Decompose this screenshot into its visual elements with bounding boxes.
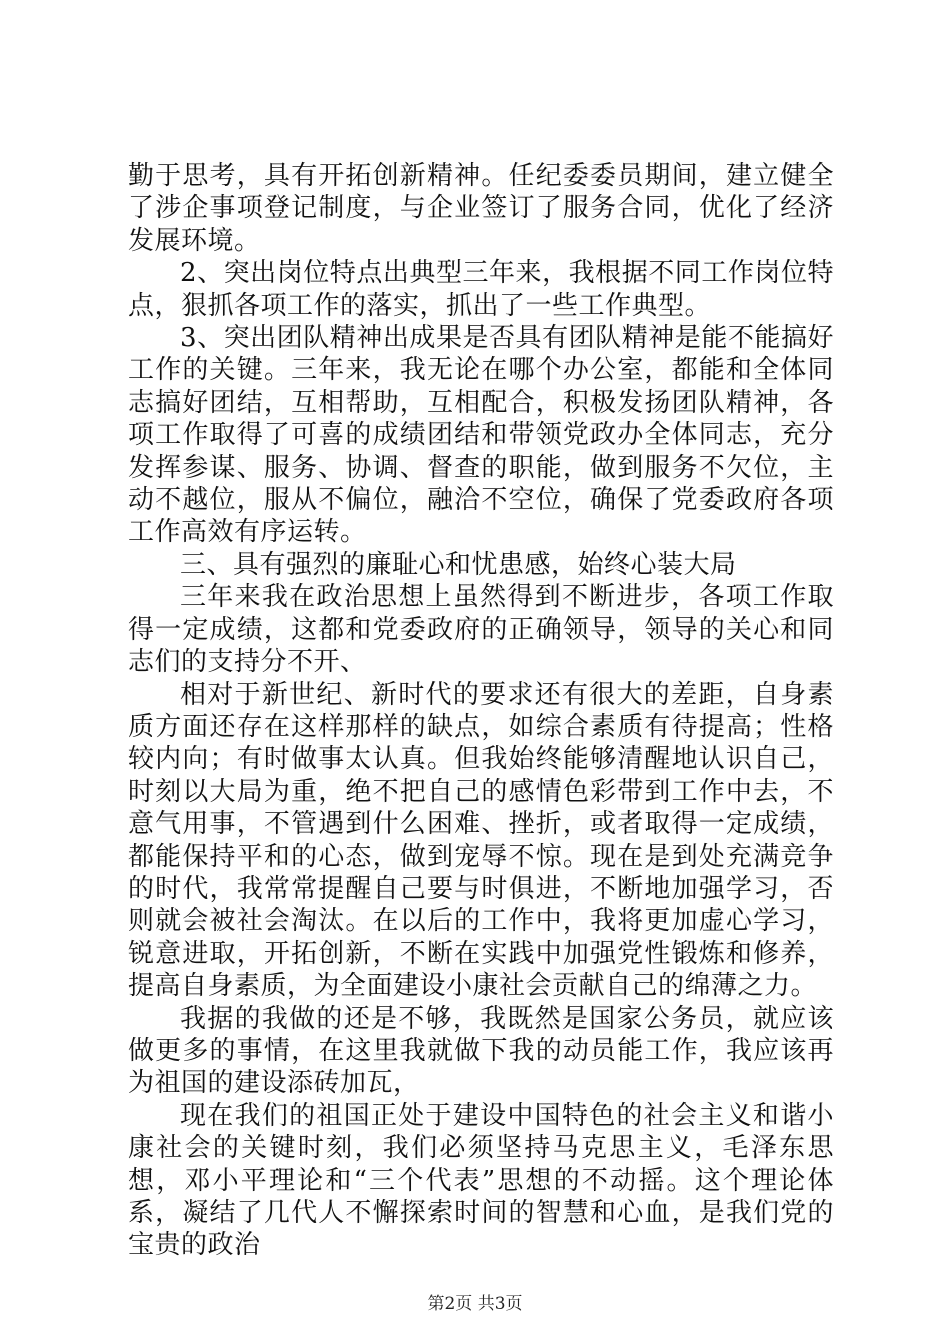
paragraph-shortcomings: 相对于新世纪、新时代的要求还有很大的差距，自身素质方面还存在这样那样的缺点，如综合素质有待提高；性格较内向；有时做事太认真。但我始终能够清醒地认识自己，时刻以大局为重，绝不把自己的感情色彩带到工作中去，不意气用事，不管遇到什么困难、挫折，或者取得一定成绩，都能保持平和的心态，做到宠辱不惊。现在是到处充满竞争的时代，我常常提醒自己要与时俱进，不断地加强学习，否则就会被社会淘汰。在以后的工作中，我将更加虚心学习，锐意进取，开拓创新，不断在实践中加强党性锻炼和修养，提高自身素质，为全面建设小康社会贡献自己的绵薄之力。 [128, 679, 834, 1002]
section-heading-3: 三、具有强烈的廉耻心和忧患感，始终心装大局 [180, 549, 737, 580]
paragraph-theory: 现在我们的祖国正处于建设中国特色的社会主义和谐小康社会的关键时刻，我们必须坚持马克思主义，毛泽东思想，邓小平理论和“三个代表”思想的不动摇。这个理论体系，凝结了几代人不懈探索时间的智慧和心血，是我们党的宝贵的政治 [128, 1100, 834, 1261]
paragraph-item-2: 2、突出岗位特点出典型三年来，我根据不同工作岗位特点，狠抓各项工作的落实，抓出了一些工作典型。 [128, 258, 834, 321]
paragraph-continuation: 勤于思考，具有开拓创新精神。任纪委委员期间，建立健全了涉企事项登记制度，与企业签订了服务合同，优化了经济发展环境。 [128, 161, 834, 256]
paragraph-civil-servant: 我据的我做的还是不够，我既然是国家公务员，就应该做更多的事情，在这里我就做下我的动员能工作，我应该再为祖国的建设添砖加瓦， [128, 1003, 834, 1099]
paragraph-item-3: 3、突出团队精神出成果是否具有团队精神是能不能搞好工作的关键。三年来，我无论在哪个办公室，都能和全体同志搞好团结，互相帮助，互相配合，积极发扬团队精神，各项工作取得了可喜的成绩团结和带领党政办全体同志，充分发挥参谋、服务、协调、督查的职能，做到服务不欠位，主动不越位，服从不偏位，融洽不空位，确保了党委政府各项工作高效有序运转。 [128, 323, 834, 548]
page-footer: 第2页 共3页 [427, 1294, 523, 1314]
document-body [128, 160, 834, 1262]
paragraph-progress: 三年来我在政治思想上虽然得到不断进步，各项工作取得一定成绩，这都和党委政府的正确领导，领导的关心和同志们的支持分不开、 [128, 582, 834, 678]
